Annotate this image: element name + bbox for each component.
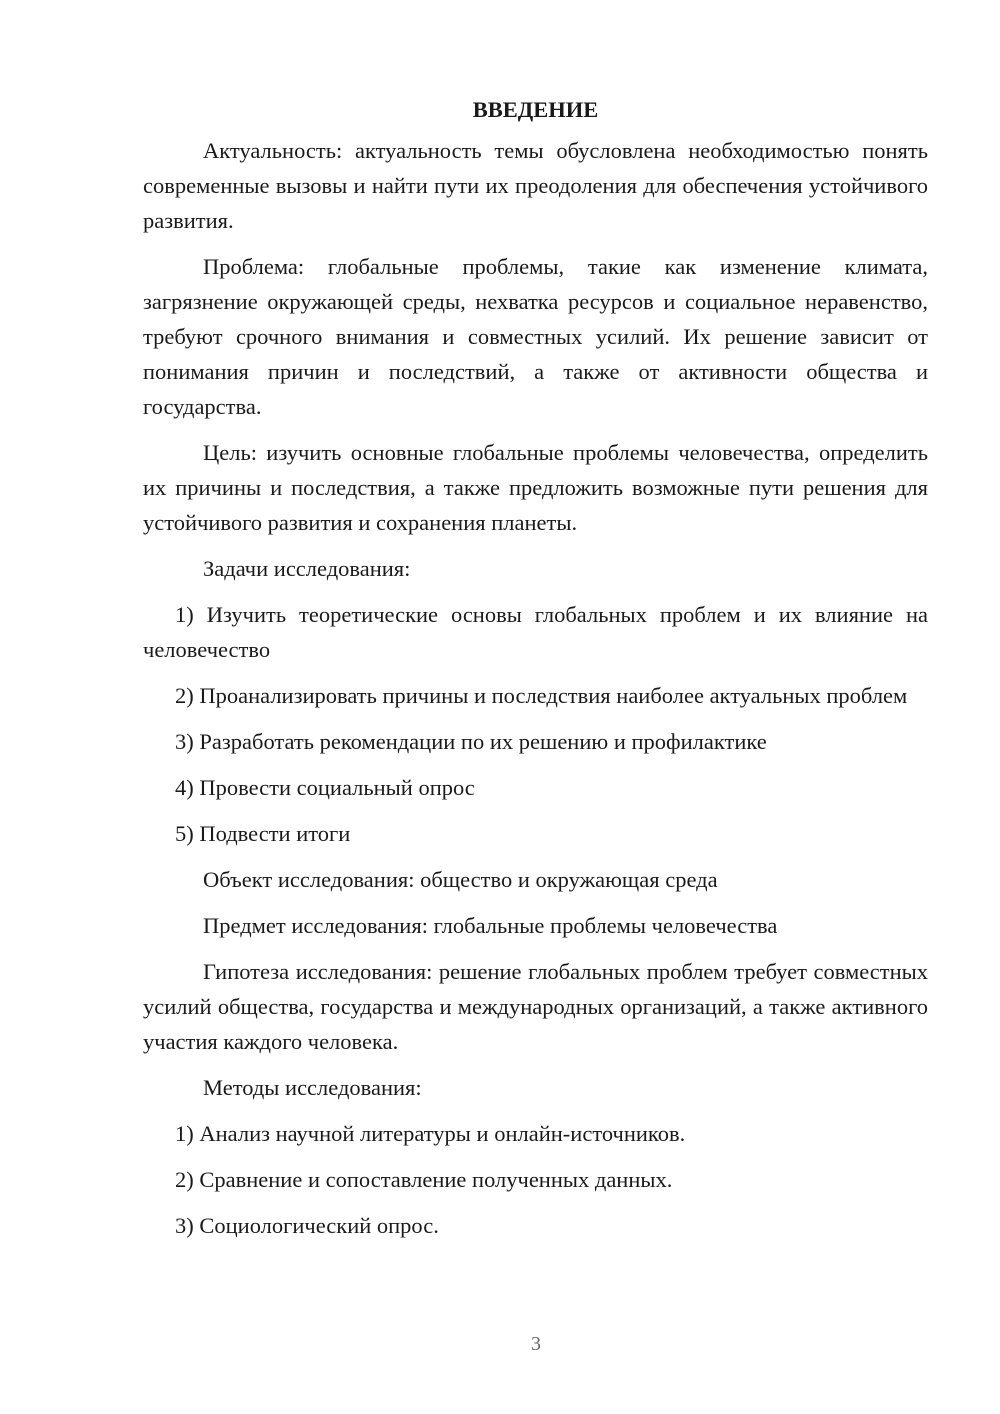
task-item-1: 1) Изучить теоретические основы глобальных проблем и их влияние на человечество [143,602,928,662]
section-title: ВВЕДЕНИЕ [472,97,599,122]
method-item-3: 3) Социологический опрос. [175,1213,439,1238]
document-page [143,90,928,1254]
task-item-3: 3) Разработать рекомендации по их решению и профилактике [175,729,767,754]
task-item-5: 5) Подвести итоги [175,821,351,846]
hypothesis-paragraph: Гипотеза исследования: решение глобальных проблем требует совместных усилий общества, государства и международных организаций, а также активного участия каждого человека. [143,959,928,1054]
goal-paragraph: Цель: изучить основные глобальные проблемы человечества, определить их причины и последствия, а также предложить возможные пути решения для устойчивого развития и сохранения планеты. [143,440,928,535]
method-item-2: 2) Сравнение и сопоставление полученных данных. [175,1167,673,1192]
methods-heading: Методы исследования: [203,1075,422,1100]
object-paragraph: Объект исследования: общество и окружающая среда [203,867,718,892]
problem-paragraph: Проблема: глобальные проблемы, такие как изменение климата, загрязнение окружающей среды, нехватка ресурсов и социальное неравенство, требуют срочного внимания и совместных усилий. Их решение зависит от понимания причин и последствий, а также от активности общества и государства. [143,254,928,419]
subject-paragraph: Предмет исследования: глобальные проблемы человечества [203,913,778,938]
task-item-4: 4) Провести социальный опрос [175,775,475,800]
page-number: 3 [531,1333,541,1355]
method-item-1: 1) Анализ научной литературы и онлайн-источников. [175,1121,686,1146]
task-item-2: 2) Проанализировать причины и последствия наиболее актуальных проблем [175,683,908,708]
tasks-heading: Задачи исследования: [203,556,411,581]
relevance-paragraph: Актуальность: актуальность темы обусловлена необходимостью понять современные вызовы и найти пути их преодоления для обеспечения устойчивого развития. [143,138,928,233]
